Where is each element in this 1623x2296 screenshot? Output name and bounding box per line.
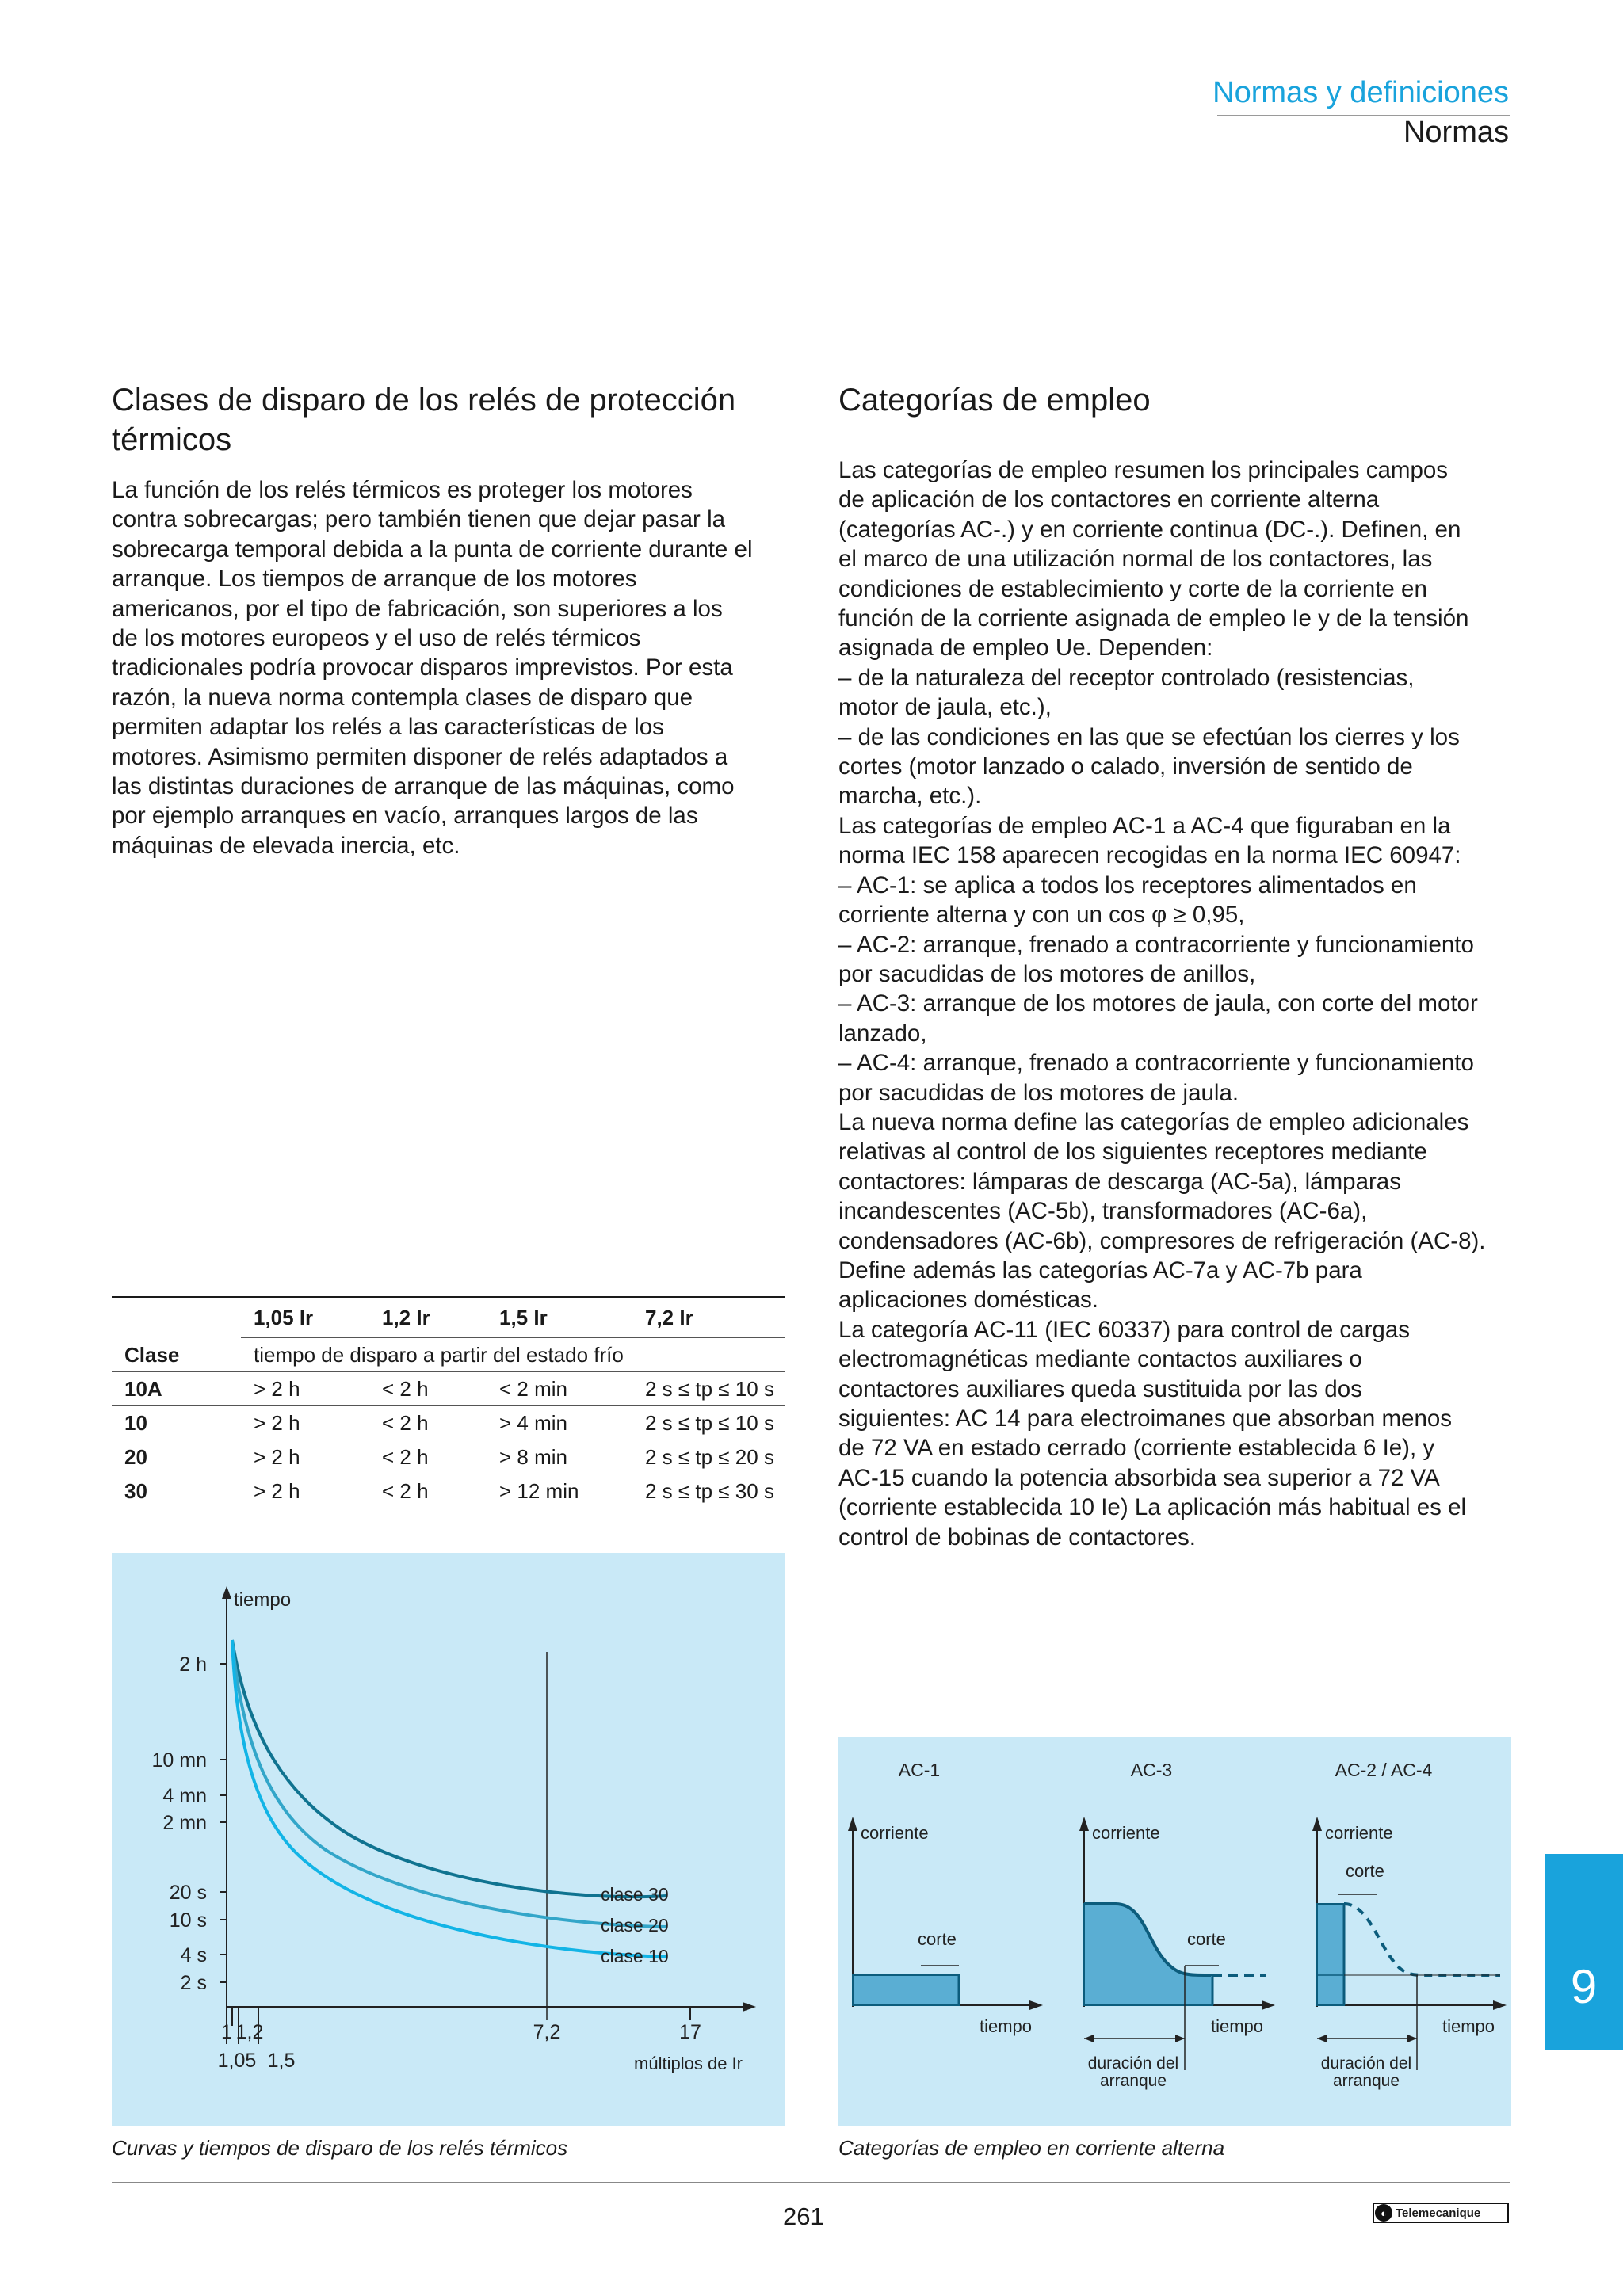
series-label: clase 10 bbox=[601, 1946, 669, 1966]
table-cell: < 2 h bbox=[369, 1406, 487, 1440]
y-tick-label: 20 s bbox=[169, 1882, 207, 1904]
section-subcategory: Normas bbox=[1403, 116, 1509, 149]
arrow-left-icon bbox=[1084, 2035, 1094, 2042]
text-line: control de bobinas de contactores. bbox=[838, 1524, 1196, 1550]
current-area bbox=[1084, 1904, 1212, 2005]
table-cell: < 2 h bbox=[369, 1372, 487, 1406]
section-tab bbox=[1545, 1854, 1623, 2050]
text-line: de los motores europeos y el uso de relés térmicos bbox=[112, 625, 641, 652]
duration-label: duración del bbox=[1320, 2054, 1412, 2073]
y-axis-arrow-icon bbox=[222, 1586, 231, 1599]
table-cell: > 4 min bbox=[487, 1406, 632, 1440]
text-line: La nueva norma define las categorías de empleo adicionales bbox=[838, 1108, 1469, 1135]
text-line: permiten adaptar los relés a las características de los bbox=[112, 714, 664, 741]
text-line: por sacudidas de los motores de jaula. bbox=[838, 1079, 1239, 1106]
text-line: motores. Asimismo permiten disponer de relés adaptados a bbox=[112, 743, 728, 770]
text-line: – AC-3: arranque de los motores de jaula, con corte del motor bbox=[838, 990, 1478, 1017]
left-title-line: Clases de disparo de los relés de protección bbox=[112, 383, 736, 418]
arrow-right-icon bbox=[1407, 2035, 1417, 2042]
text-line: contactores: lámparas de descarga (AC-5a), lámparas bbox=[838, 1168, 1401, 1195]
text-line: – de la naturaleza del receptor controlado (resistencias, bbox=[838, 664, 1415, 691]
x-axis-arrow-icon bbox=[743, 2002, 756, 2012]
section-tab-number: 9 bbox=[1570, 1960, 1598, 2013]
trip-class-table bbox=[112, 1296, 785, 1508]
page-number: 261 bbox=[783, 2203, 824, 2230]
text-line: incandescentes (AC-5b), transformadores (AC-6a), bbox=[838, 1198, 1368, 1225]
table-header-cell: 1,2 Ir bbox=[369, 1297, 487, 1338]
cut-label: corte bbox=[1346, 1861, 1384, 1881]
table-cell: < 2 min bbox=[487, 1372, 632, 1406]
text-line: asignada de empleo Ue. Dependen: bbox=[838, 635, 1213, 662]
panel-title-ac3: AC-3 bbox=[1130, 1760, 1173, 1780]
cut-label: corte bbox=[918, 1929, 957, 1949]
text-line: Las categorías de empleo resumen los principales campos bbox=[838, 457, 1449, 483]
x-tick-label: 7,2 bbox=[533, 2021, 561, 2043]
right-paragraph bbox=[838, 456, 1520, 1552]
brand-name: Telemecanique bbox=[1396, 2206, 1481, 2220]
table-header-cell bbox=[112, 1297, 241, 1338]
text-line: electromagnéticas mediante contactos auxiliares o bbox=[838, 1346, 1362, 1373]
text-line: – AC-4: arranque, frenado a contracorriente y funcionamiento bbox=[838, 1050, 1474, 1077]
text-line: por sacudidas de los motores de anillos, bbox=[838, 960, 1256, 987]
text-line: La categoría AC-11 (IEC 60337) para control de cargas bbox=[838, 1316, 1410, 1343]
trip-curves-chart bbox=[112, 1553, 785, 2126]
table-header-cell: 1,5 Ir bbox=[487, 1297, 632, 1338]
table-header-cell: 1,05 Ir bbox=[241, 1297, 369, 1338]
text-line: contactores auxiliares queda sustituida por las dos bbox=[838, 1375, 1362, 1402]
x-tick-label: 1,2 bbox=[235, 2021, 264, 2043]
arrow-right-icon bbox=[1175, 2035, 1185, 2042]
left-column bbox=[112, 380, 793, 860]
table-cell: > 2 h bbox=[241, 1440, 369, 1474]
categories-diagram bbox=[838, 1737, 1511, 2126]
x-axis-arrow-icon bbox=[1029, 2000, 1043, 2010]
table-cell: 2 s ≤ tp ≤ 10 s bbox=[632, 1372, 785, 1406]
text-line: máquinas de elevada inercia, etc. bbox=[112, 832, 460, 859]
duration-label: arranque bbox=[1332, 2072, 1400, 2090]
text-line: Las categorías de empleo AC-1 a AC-4 que figuraban en la bbox=[838, 812, 1451, 839]
table-row bbox=[112, 1440, 785, 1474]
trip-curves-caption: Curvas y tiempos de disparo de los relés térmicos bbox=[112, 2136, 568, 2160]
table-cell: 2 s ≤ tp ≤ 30 s bbox=[632, 1474, 785, 1508]
text-line: corriente alterna y con un cos φ ≥ 0,95, bbox=[838, 902, 1245, 929]
text-line: norma IEC 158 aparecen recogidas en la norma IEC 60947: bbox=[838, 842, 1461, 869]
footer-divider bbox=[112, 2182, 1510, 2183]
text-line: sobrecarga temporal debida a la punta de corriente durante el bbox=[112, 536, 753, 563]
panel-titles bbox=[899, 1760, 1433, 1780]
series-label: clase 20 bbox=[601, 1915, 669, 1936]
table-cell: > 2 h bbox=[241, 1372, 369, 1406]
table-cell: 2 s ≤ tp ≤ 10 s bbox=[632, 1406, 785, 1440]
text-line: condiciones de establecimiento y corte de la corriente en bbox=[838, 575, 1427, 602]
x-tick-label: 1,5 bbox=[267, 2050, 296, 2072]
text-line: AC-15 cuando la potencia absorbida sea superior a 72 VA bbox=[838, 1464, 1440, 1491]
table-cell: > 2 h bbox=[241, 1474, 369, 1508]
left-title-line: térmicos bbox=[112, 422, 232, 457]
y-axis-label: corriente bbox=[1092, 1823, 1160, 1843]
y-tick-label: 10 s bbox=[169, 1909, 207, 1932]
y-axis-label: corriente bbox=[861, 1823, 929, 1843]
table-cell: > 12 min bbox=[487, 1474, 632, 1508]
text-line: (categorías AC-.) y en corriente continua (DC-.). Definen, en bbox=[838, 516, 1461, 543]
table-cell: 30 bbox=[112, 1474, 241, 1508]
text-line: contra sobrecargas; pero también tienen que dejar pasar la bbox=[112, 506, 726, 533]
text-line: de 72 VA en estado cerrado (corriente establecida 6 Ie), y bbox=[838, 1435, 1435, 1462]
table-cell: > 2 h bbox=[241, 1406, 369, 1440]
text-line: las distintas duraciones de arranque de las máquinas, como bbox=[112, 773, 735, 800]
table-row bbox=[112, 1406, 785, 1440]
y-tick-label: 2 s bbox=[180, 1972, 207, 1994]
current-area bbox=[853, 1975, 959, 2005]
x-tick-labels bbox=[218, 2021, 701, 2072]
text-line: cortes (motor lanzado o calado, inversión de sentido de bbox=[838, 753, 1413, 780]
right-column bbox=[838, 380, 1520, 1552]
text-line: de aplicación de los contactores en corriente alterna bbox=[838, 486, 1380, 513]
text-line: motor de jaula, etc.), bbox=[838, 694, 1052, 721]
trip-curves-figure bbox=[112, 1553, 785, 2126]
y-tick-label: 4 s bbox=[180, 1944, 207, 1966]
panel-title-ac1: AC-1 bbox=[898, 1760, 941, 1780]
text-line: americanos, por el tipo de fabricación, son superiores a los bbox=[112, 595, 723, 622]
text-line: arranque. Los tiempos de arranque de los motores bbox=[112, 566, 637, 593]
brand-mark-icon: ◐ bbox=[1375, 2204, 1392, 2222]
panel-title-ac2-ac4: AC-2 / AC-4 bbox=[1335, 1760, 1433, 1780]
left-title bbox=[112, 380, 793, 460]
y-axis-label: corriente bbox=[1325, 1823, 1393, 1843]
series-line-clase-30 bbox=[232, 1640, 666, 1897]
table-cell: > 8 min bbox=[487, 1440, 632, 1474]
x-tick-label: 17 bbox=[679, 2021, 701, 2043]
right-title: Categorías de empleo bbox=[838, 383, 1151, 418]
series-label: clase 30 bbox=[601, 1884, 669, 1905]
current-area bbox=[1317, 1904, 1344, 2005]
table-subheader: tiempo de disparo a partir del estado frío bbox=[241, 1338, 785, 1372]
text-line: lanzado, bbox=[838, 1020, 927, 1047]
text-line: siguientes: AC 14 para electroimanes que absorban menos bbox=[838, 1405, 1453, 1432]
continuation-dashed bbox=[1344, 1904, 1500, 1975]
text-line: aplicaciones domésticas. bbox=[838, 1287, 1098, 1314]
x-axis-label: tiempo bbox=[980, 2016, 1033, 2036]
text-line: – de las condiciones en las que se efectúan los cierres y los bbox=[838, 723, 1460, 750]
text-line: el marco de una utilización normal de los contactores, las bbox=[838, 546, 1433, 573]
brand-logo bbox=[1373, 2203, 1509, 2223]
table-row bbox=[112, 1372, 785, 1406]
cut-label: corte bbox=[1187, 1929, 1226, 1949]
series-labels bbox=[601, 1884, 669, 1966]
table-header-cell: 7,2 Ir bbox=[632, 1297, 785, 1338]
y-axis-arrow-icon bbox=[1079, 1817, 1089, 1831]
table-cell: 10A bbox=[112, 1372, 241, 1406]
text-line: – AC-1: se aplica a todos los receptores alimentados en bbox=[838, 871, 1417, 898]
panel-ac3 bbox=[1079, 1817, 1275, 2090]
y-axis-arrow-icon bbox=[1312, 1817, 1322, 1831]
table-row bbox=[112, 1474, 785, 1508]
x-ticks bbox=[227, 1652, 690, 2044]
y-axis-label: tiempo bbox=[234, 1589, 292, 1611]
x-axis-label: múltiplos de Ir bbox=[634, 2054, 743, 2073]
x-axis-arrow-icon bbox=[1493, 2000, 1507, 2010]
text-line: razón, la nueva norma contempla clases de disparo que bbox=[112, 684, 693, 711]
row-label-header: Clase bbox=[112, 1338, 241, 1372]
section-category: Normas y definiciones bbox=[1212, 76, 1509, 109]
y-tick-label: 10 mn bbox=[151, 1749, 207, 1772]
table-cell: < 2 h bbox=[369, 1474, 487, 1508]
table-cell: < 2 h bbox=[369, 1440, 487, 1474]
arrow-left-icon bbox=[1317, 2035, 1327, 2042]
text-line: (corriente establecida 10 Ie) La aplicación más habitual es el bbox=[838, 1494, 1467, 1521]
x-tick-label: 1,05 bbox=[217, 2050, 257, 2072]
text-line: La función de los relés térmicos es proteger los motores bbox=[112, 477, 693, 503]
duration-label: arranque bbox=[1099, 2072, 1167, 2090]
series-line-clase-10 bbox=[232, 1640, 666, 1957]
text-line: tradicionales podría provocar disparos imprevistos. Por esta bbox=[112, 654, 733, 681]
text-line: marcha, etc.). bbox=[838, 783, 982, 810]
y-tick-label: 2 mn bbox=[162, 1812, 207, 1834]
text-line: por ejemplo arranques en vacío, arranques largos de las bbox=[112, 803, 698, 830]
x-axis-label: tiempo bbox=[1442, 2016, 1495, 2036]
table-cell: 2 s ≤ tp ≤ 20 s bbox=[632, 1440, 785, 1474]
x-tick-label: 1 bbox=[221, 2021, 232, 2043]
panel-ac1 bbox=[848, 1817, 1043, 2036]
x-axis-label: tiempo bbox=[1211, 2016, 1264, 2036]
y-ticks bbox=[152, 1653, 227, 1994]
table-cell: 10 bbox=[112, 1406, 241, 1440]
left-paragraph bbox=[112, 475, 793, 860]
x-axis-arrow-icon bbox=[1262, 2000, 1275, 2010]
table-header-row bbox=[112, 1297, 785, 1338]
categories-figure bbox=[838, 1737, 1511, 2126]
categories-caption: Categorías de empleo en corriente alterna bbox=[838, 2136, 1225, 2160]
text-line: – AC-2: arranque, frenado a contracorriente y funcionamiento bbox=[838, 931, 1474, 958]
y-axis-arrow-icon bbox=[848, 1817, 857, 1831]
text-line: función de la corriente asignada de empleo Ie y de la tensión bbox=[838, 605, 1469, 632]
text-line: condensadores (AC-6b), compresores de refrigeración (AC-8). bbox=[838, 1227, 1486, 1254]
table-cell: 20 bbox=[112, 1440, 241, 1474]
y-tick-label: 4 mn bbox=[162, 1785, 207, 1807]
panel-ac2-ac4 bbox=[1312, 1817, 1507, 2090]
duration-label: duración del bbox=[1087, 2054, 1179, 2073]
table-subheader-row bbox=[112, 1338, 785, 1372]
text-line: Define además las categorías AC-7a y AC-7b para bbox=[838, 1257, 1362, 1283]
text-line: relativas al control de los siguientes receptores mediante bbox=[838, 1138, 1427, 1165]
y-tick-label: 2 h bbox=[179, 1653, 207, 1676]
